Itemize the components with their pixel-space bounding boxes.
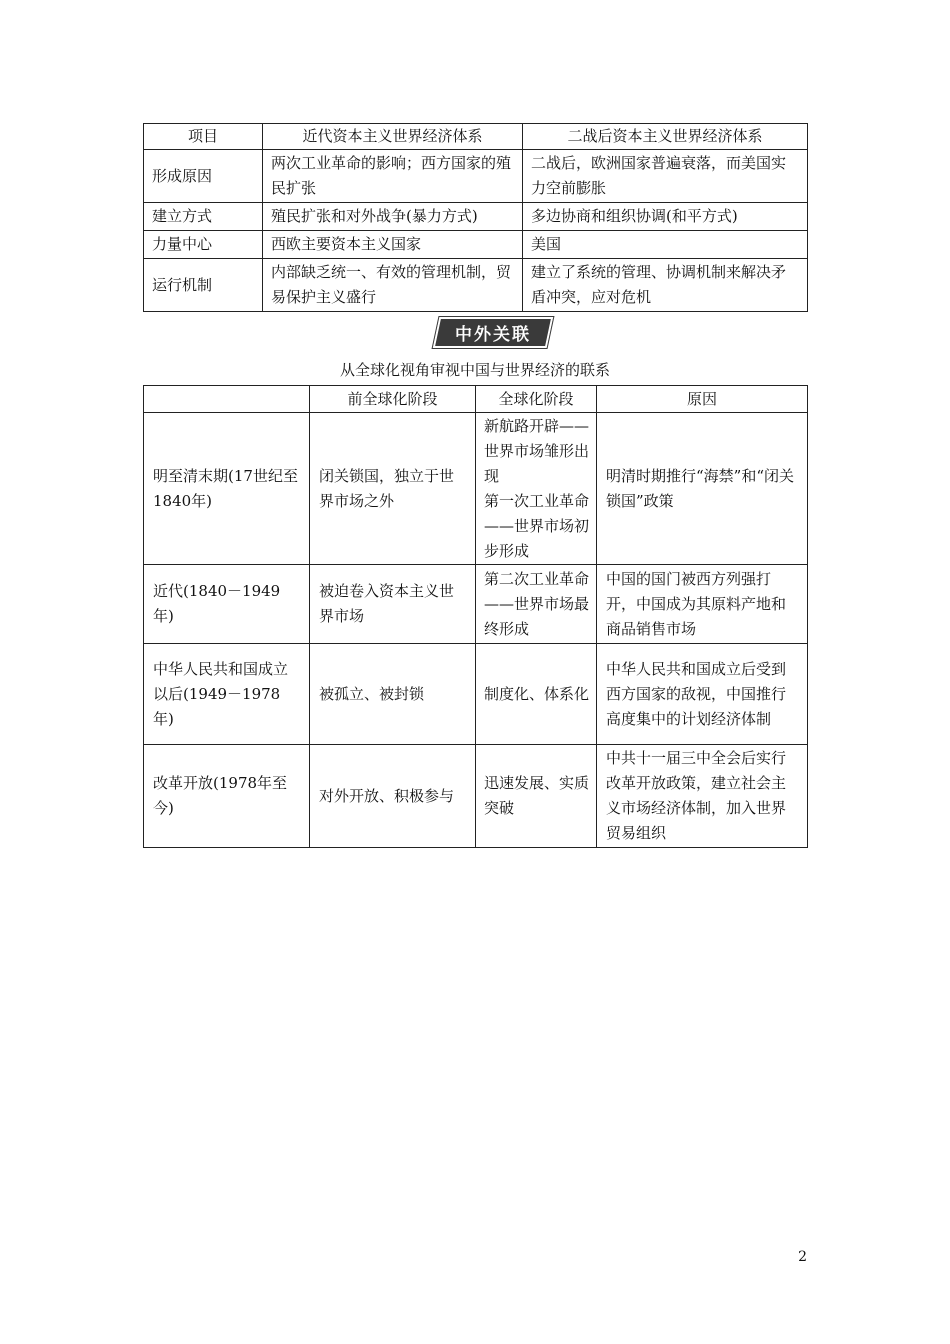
row-label: 力量中心 <box>144 231 263 259</box>
section-badge <box>433 317 554 348</box>
section-badge-label: 中外关联 <box>455 325 531 345</box>
table-cell: 被迫卷入资本主义世界市场 <box>310 565 476 644</box>
column-header: 二战后资本主义世界经济体系 <box>523 124 808 150</box>
table-row <box>144 150 808 203</box>
table-cell: 殖民扩张和对外战争(暴力方式) <box>263 203 523 231</box>
table-cell: 二战后，欧洲国家普遍衰落，而美国实力空前膨胀 <box>523 150 808 203</box>
economic-systems-comparison-table <box>143 123 808 312</box>
table-header-row <box>144 124 808 150</box>
row-label: 建立方式 <box>144 203 263 231</box>
column-header: 近代资本主义世界经济体系 <box>263 124 523 150</box>
table-row <box>144 413 808 565</box>
table-cell: 美国 <box>523 231 808 259</box>
column-header: 原因 <box>597 386 808 413</box>
column-header: 项目 <box>144 124 263 150</box>
table-header-row <box>144 386 808 413</box>
table-cell: 被孤立、被封锁 <box>310 644 476 745</box>
table-cell: 新航路开辟——世界市场雏形出现 第一次工业革命——世界市场初步形成 <box>476 413 597 565</box>
table-cell: 西欧主要资本主义国家 <box>263 231 523 259</box>
table-row <box>144 259 808 312</box>
table-row <box>144 745 808 848</box>
row-label: 中华人民共和国成立以后(1949－1978年) <box>144 644 310 745</box>
table-row <box>144 231 808 259</box>
table-cell: 迅速发展、实质突破 <box>476 745 597 848</box>
row-label: 明至清末期(17世纪至1840年) <box>144 413 310 565</box>
page-number: 2 <box>798 1249 807 1265</box>
row-label: 运行机制 <box>144 259 263 312</box>
row-label: 近代(1840－1949年) <box>144 565 310 644</box>
table-cell: 第二次工业革命——世界市场最终形成 <box>476 565 597 644</box>
table-cell: 内部缺乏统一、有效的管理机制，贸易保护主义盛行 <box>263 259 523 312</box>
table-row <box>144 565 808 644</box>
table-cell: 中国的国门被西方列强打开，中国成为其原料产地和商品销售市场 <box>597 565 808 644</box>
column-header <box>144 386 310 413</box>
table-cell: 中华人民共和国成立后受到西方国家的敌视，中国推行高度集中的计划经济体制 <box>597 644 808 745</box>
table-caption: 从全球化视角审视中国与世界经济的联系 <box>339 361 610 379</box>
table-row <box>144 203 808 231</box>
table-cell: 明清时期推行“海禁”和“闭关锁国”政策 <box>597 413 808 565</box>
column-header: 全球化阶段 <box>476 386 597 413</box>
table-cell: 中共十一届三中全会后实行改革开放政策，建立社会主义市场经济体制，加入世界贸易组织 <box>597 745 808 848</box>
table-cell: 闭关锁国，独立于世界市场之外 <box>310 413 476 565</box>
table-cell: 对外开放、积极参与 <box>310 745 476 848</box>
table-row <box>144 644 808 745</box>
table-cell: 制度化、体系化 <box>476 644 597 745</box>
table-cell: 多边协商和组织协调(和平方式) <box>523 203 808 231</box>
table-cell: 两次工业革命的影响；西方国家的殖民扩张 <box>263 150 523 203</box>
china-world-economy-table <box>143 385 808 848</box>
row-label: 改革开放(1978年至今) <box>144 745 310 848</box>
table-cell: 建立了系统的管理、协调机制来解决矛盾冲突，应对危机 <box>523 259 808 312</box>
row-label: 形成原因 <box>144 150 263 203</box>
column-header: 前全球化阶段 <box>310 386 476 413</box>
